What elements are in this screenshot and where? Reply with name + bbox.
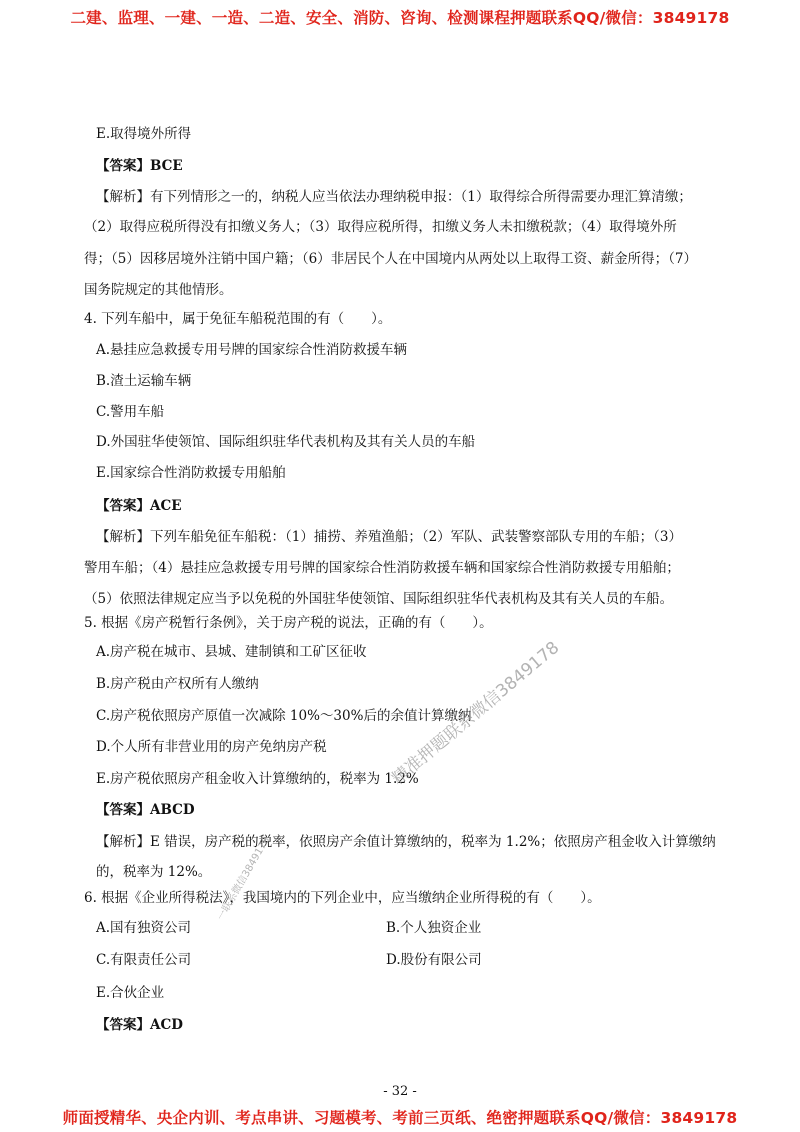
option-e-q4: E.国家综合性消防救援专用船舶 [96, 465, 286, 481]
watermark-diagonal: 精准押题联系微信3849178 [388, 637, 564, 790]
analysis-q3-line1: 【解析】有下列情形之一的，纳税人应当依法办理纳税申报：（1）取得综合所得需要办理汇算清缴； [96, 189, 692, 205]
option-b-q5: B.房产税由产权所有人缴纳 [96, 676, 259, 692]
option-c-q5: C.房产税依照房产原值一次减除 10%～30%后的余值计算缴纳 [96, 708, 472, 724]
footer-banner: 师面授精华、央企内训、考点串讲、习题模考、考前三页纸、绝密押题联系QQ/微信：3849178 [62, 1109, 738, 1127]
option-e-q5: E.房产税依照房产租金收入计算缴纳的，税率为 1.2% [96, 771, 419, 787]
question-5: 5. 根据《房产税暂行条例》，关于房产税的说法，正确的有（ ）。 [84, 615, 493, 631]
option-d-q6: D.股份有限公司 [386, 952, 482, 968]
analysis-q3-line4: 国务院规定的其他情形。 [84, 282, 233, 298]
option-c-q6: C.有限责任公司 [96, 952, 192, 968]
option-e-q3: E.取得境外所得 [96, 126, 192, 142]
watermark-small: 一联系微信3849178 [215, 835, 273, 923]
page-number: - 32 - [383, 1084, 417, 1099]
option-c-q4: C.警用车船 [96, 404, 165, 420]
option-b-q6: B.个人独资企业 [386, 920, 482, 936]
header-banner: 二建、监理、一建、一造、二造、安全、消防、咨询、检测课程押题联系QQ/微信：3849178 [70, 9, 730, 27]
answer-q3: 【答案】BCE [96, 158, 183, 174]
analysis-q4-line3: （5）依照法律规定应当予以免税的外国驻华使领馆、国际组织驻华代表机构及其有关人员的车船。 [84, 591, 674, 607]
option-b-q4: B.渣土运输车辆 [96, 373, 192, 389]
option-a-q5: A.房产税在城市、县城、建制镇和工矿区征收 [96, 644, 367, 660]
option-a-q4: A.悬挂应急救援专用号牌的国家综合性消防救援车辆 [96, 342, 408, 358]
question-4: 4. 下列车船中，属于免征车船税范围的有（ ）。 [84, 311, 392, 327]
analysis-q4-line1: 【解析】下列车船免征车船税：（1）捕捞、养殖渔船；（2）军队、武装警察部队专用的车船；（3） [96, 529, 683, 545]
answer-q6: 【答案】ACD [96, 1017, 183, 1033]
analysis-q5-line1: 【解析】E 错误，房产税的税率，依照房产余值计算缴纳的，税率为 1.2%；依照房产租金收入计算缴纳 [96, 834, 716, 850]
option-d-q5: D.个人所有非营业用的房产免纳房产税 [96, 739, 327, 755]
analysis-q5-line2: 的，税率为 12%。 [96, 864, 212, 880]
answer-q5: 【答案】ABCD [96, 802, 195, 818]
question-6: 6. 根据《企业所得税法》，我国境内的下列企业中，应当缴纳企业所得税的有（ ）。 [84, 890, 601, 906]
analysis-q4-line2: 警用车船；（4）悬挂应急救援专用号牌的国家综合性消防救援车辆和国家综合性消防救援专用船舶； [84, 560, 680, 576]
analysis-q3-line2: （2）取得应税所得没有扣缴义务人；（3）取得应税所得，扣缴义务人未扣缴税款；（4）取得境外所 [84, 219, 677, 235]
option-d-q4: D.外国驻华使领馆、国际组织驻华代表机构及其有关人员的车船 [96, 434, 476, 450]
analysis-q3-line3: 得；（5）因移居境外注销中国户籍；（6）非居民个人在中国境内从两处以上取得工资、薪金所得；（7） [84, 251, 698, 267]
answer-q4: 【答案】ACE [96, 498, 182, 514]
option-e-q6: E.合伙企业 [96, 985, 165, 1001]
option-a-q6: A.国有独资公司 [96, 920, 192, 936]
